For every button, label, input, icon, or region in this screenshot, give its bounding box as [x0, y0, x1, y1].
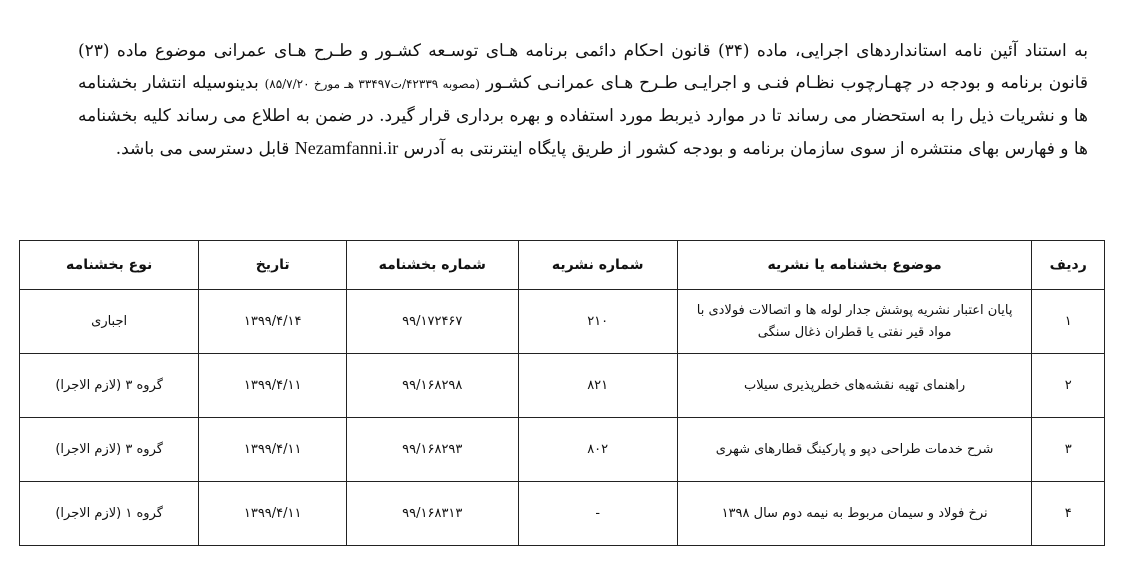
publication-number-cell: ۲۱۰: [518, 290, 677, 354]
header-publication-number: شماره نشریه: [518, 241, 677, 290]
circular-number-cell: ۹۹/۱۶۸۲۹۸: [347, 354, 518, 418]
subject-cell: راهنمای تهیه نقشه‌های خطرپذیری سیلاب: [677, 354, 1031, 418]
circular-type-cell: گروه ۳ (لازم الاجرا): [20, 418, 199, 482]
header-circular-type: نوع بخشنامه: [20, 241, 199, 290]
table-row: [20, 482, 1105, 546]
date-cell: ۱۳۹۹/۴/۱۱: [199, 354, 347, 418]
header-date: تاریخ: [199, 241, 347, 290]
header-circular-number: شماره بخشنامه: [347, 241, 518, 290]
subject-cell: نرخ فولاد و سیمان مربوط به نیمه دوم سال ۱۳۹۸: [677, 482, 1031, 546]
header-subject: موضوع بخشنامه یا نشریه: [677, 241, 1031, 290]
subject-cell: پایان اعتبار نشریه پوشش جدار لوله ها و اتصالات فولادی با مواد قیر نفتی یا قطران ذغال سنگی: [677, 290, 1031, 354]
date-cell: ۱۳۹۹/۴/۱۴: [199, 290, 347, 354]
table-row: [20, 354, 1105, 418]
publication-number-cell: ۸۲۱: [518, 354, 677, 418]
intro-part-2: بدینوسیله انتشار بخشنامه ها و نشریات ذیل را به استحضار می رساند تا در موارد ذیربط مورد استفاده و بهره برداری قرار گیرد. در ضمن به اطلاع می رساند کلیه بخشنامه ها و فهارس بهای منتشره از سوی سازمان برنامه و بودجه کشور از طریق پایگاه اینترنتی به آدرس: [78, 73, 1088, 159]
circular-number-cell: ۹۹/۱۷۲۴۶۷: [347, 290, 518, 354]
date-cell: ۱۳۹۹/۴/۱۱: [199, 482, 347, 546]
approval-note: (مصوبه ۴۲۳۳۹/ت۳۳۴۹۷ هـ مورخ ۸۵/۷/۲۰): [264, 77, 480, 91]
circular-number-cell: ۹۹/۱۶۸۳۱۳: [347, 482, 518, 546]
publication-number-cell: ۸۰۲: [518, 418, 677, 482]
intro-paragraph: [78, 35, 1088, 165]
circulars-table: [19, 240, 1105, 546]
circular-type-cell: اجباری: [20, 290, 199, 354]
website-address: Nezamfanni.ir: [294, 138, 399, 158]
table-row: [20, 290, 1105, 354]
circular-type-cell: گروه ۱ (لازم الاجرا): [20, 482, 199, 546]
row-number: ۱: [1032, 290, 1105, 354]
subject-cell: شرح خدمات طراحی دپو و پارکینگ قطارهای شهری: [677, 418, 1031, 482]
row-number: ۳: [1032, 418, 1105, 482]
header-row-number: ردیف: [1032, 241, 1105, 290]
row-number: ۲: [1032, 354, 1105, 418]
intro-part-3: قابل دسترسی می باشد.: [115, 139, 290, 159]
circular-type-cell: گروه ۳ (لازم الاجرا): [20, 354, 199, 418]
circular-number-cell: ۹۹/۱۶۸۲۹۳: [347, 418, 518, 482]
date-cell: ۱۳۹۹/۴/۱۱: [199, 418, 347, 482]
table-header-row: [20, 241, 1105, 290]
table-row: [20, 418, 1105, 482]
publication-number-cell: -: [518, 482, 677, 546]
row-number: ۴: [1032, 482, 1105, 546]
intro-part-1: به استناد آئین نامه استانداردهای اجرایی، ماده (۳۴) قانون احکام دائمی برنامه هـای توسـعه کشـور و طـرح هـای عمرانی موضوع ماده (۲۳) قانون برنامه و بودجه در چهـارچوب نظـام فنـی و اجرایـی طـرح هـای عمرانـی کشـور: [78, 41, 1089, 93]
